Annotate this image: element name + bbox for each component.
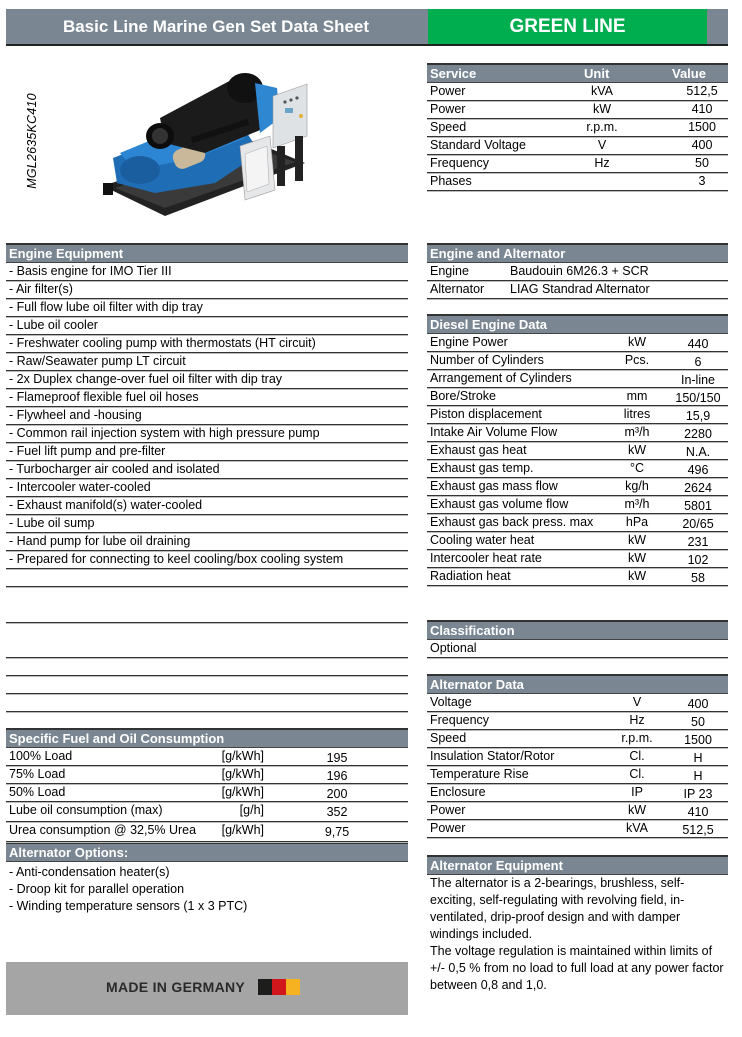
diesel-row-unit: kW [627, 335, 647, 349]
service-title: Service [430, 66, 477, 81]
service-value: 1500 [688, 120, 716, 134]
diesel-row-label: Exhaust gas heat [430, 443, 527, 457]
diesel-engine-section [427, 314, 728, 586]
engine-equipment-header: Engine Equipment [6, 243, 408, 263]
engine-alternator-value: LIAG Standrad Alternator [510, 282, 650, 296]
service-value: 410 [691, 102, 713, 116]
diesel-row [427, 568, 728, 586]
alternator-row [427, 748, 728, 766]
fuel-unit: [g/kWh] [221, 823, 264, 837]
diesel-row-unit: kW [627, 443, 647, 457]
diesel-row [427, 550, 728, 568]
equipment-item-text: - Flameproof flexible fuel oil hoses [9, 390, 199, 404]
equipment-item-text: - Flywheel and -housing [9, 408, 142, 422]
equipment-item-text: - Intercooler water-cooled [9, 480, 151, 494]
alternator-row-value: IP 23 [683, 787, 713, 801]
equipment-item [6, 299, 408, 317]
alternator-row-label: Insulation Stator/Rotor [430, 749, 555, 763]
equipment-item-text: - Lube oil cooler [9, 318, 98, 332]
equipment-item-text: - Freshwater cooling pump with thermostats (HT circuit) [9, 336, 316, 350]
alternator-row-label: Enclosure [430, 785, 486, 799]
engine-alternator-header: Engine and Alternator [427, 243, 728, 263]
alternator-data-header: Alternator Data [427, 674, 728, 694]
service-unit: kVA [591, 84, 613, 98]
fuel-label: 100% Load [9, 749, 73, 763]
service-label: Speed [430, 120, 467, 134]
diesel-row-unit: kg/h [625, 479, 649, 493]
equipment-item-text: - Exhaust manifold(s) water-cooled [9, 498, 203, 512]
diesel-row-label: Intercooler heat rate [430, 551, 542, 565]
classification-value: Optional [430, 641, 477, 655]
flag-red-stripe [272, 979, 286, 995]
diesel-row-value: In-line [680, 373, 716, 387]
fuel-value: 196 [326, 769, 348, 783]
alternator-row-unit: r.p.m. [621, 731, 653, 745]
equipment-item [6, 479, 408, 497]
fuel-consumption-header: Specific Fuel and Oil Consumption [6, 728, 408, 748]
diesel-row-label: Intake Air Volume Flow [430, 425, 558, 439]
model-code-label [22, 86, 42, 201]
diesel-row [427, 532, 728, 550]
diesel-row-value: 20/65 [682, 517, 714, 531]
fuel-unit: [g/h] [239, 803, 264, 817]
engine-equipment-section [6, 243, 408, 730]
blank-row [6, 640, 408, 658]
classification-section [427, 620, 728, 658]
alternator-row-unit: V [632, 695, 642, 709]
diesel-row-value: 150/150 [675, 391, 721, 405]
service-value: 50 [695, 156, 709, 170]
diesel-row-label: Number of Cylinders [430, 353, 544, 367]
alternator-row-value: 50 [691, 715, 705, 729]
engine-alternator-section [427, 243, 728, 299]
service-label: Standard Voltage [430, 138, 526, 152]
diesel-row-value: 496 [687, 463, 709, 477]
equipment-item [6, 407, 408, 425]
equipment-item [6, 497, 408, 515]
alternator-option-item: - Droop kit for parallel operation [9, 882, 185, 896]
alternator-row-value: 410 [687, 805, 709, 819]
equipment-item-text: - Hand pump for lube oil draining [9, 534, 191, 548]
diesel-row-label: Cooling water heat [430, 533, 535, 547]
fuel-row [6, 802, 408, 822]
alternator-equipment-section [427, 855, 728, 994]
equipment-item [6, 317, 408, 335]
alternator-row-value: 1500 [684, 733, 712, 747]
equipment-item-text: - Full flow lube oil filter with dip tray [9, 300, 203, 314]
equipment-item-text: - 2x Duplex change-over fuel oil filter with dip tray [9, 372, 283, 386]
alternator-row-unit: Cl. [629, 749, 645, 763]
equipment-item-text: - Common rail injection system with high pressure pump [9, 426, 320, 440]
classification-row [427, 640, 728, 658]
alternator-row-unit: kVA [626, 821, 648, 835]
fuel-unit: [g/kWh] [221, 767, 264, 781]
blank-row [6, 694, 408, 712]
diesel-row-unit: kW [627, 569, 647, 583]
model-code: MGL2635KC410 [25, 93, 39, 189]
classification-header: Classification [427, 620, 728, 640]
equipment-item [6, 461, 408, 479]
service-label: Power [430, 102, 466, 116]
service-value: 400 [691, 138, 713, 152]
diesel-row [427, 424, 728, 442]
service-unit: kW [592, 102, 612, 116]
fuel-consumption-section [6, 728, 408, 915]
alternator-option-item: - Anti-condensation heater(s) [9, 865, 170, 879]
alternator-row-label: Frequency [430, 713, 490, 727]
service-header [427, 63, 728, 83]
fuel-unit: [g/kWh] [221, 785, 264, 799]
service-unit: Hz [594, 156, 610, 170]
fuel-row [6, 784, 408, 802]
alternator-row [427, 712, 728, 730]
diesel-row [427, 388, 728, 406]
equipment-item [6, 551, 408, 569]
blank-row [6, 569, 408, 587]
fuel-value: 200 [326, 787, 348, 801]
diesel-row-unit: °C [629, 461, 645, 475]
alternator-row-label: Speed [430, 731, 467, 745]
service-value-header: Value [672, 66, 706, 81]
alternator-row-value: 512,5 [682, 823, 714, 837]
diesel-row-label: Radiation heat [430, 569, 511, 583]
service-unit: r.p.m. [586, 120, 618, 134]
alternator-row-unit: Cl. [629, 767, 645, 781]
alternator-options-header: Alternator Options: [6, 842, 408, 862]
service-row [427, 101, 728, 119]
alternator-row-value: 400 [687, 697, 709, 711]
equipment-item [6, 389, 408, 407]
blank-row [6, 605, 408, 623]
equipment-item [6, 371, 408, 389]
service-table [427, 63, 728, 191]
fuel-label: Lube oil consumption (max) [9, 803, 163, 817]
alternator-row [427, 784, 728, 802]
equipment-item [6, 443, 408, 461]
service-row [427, 83, 728, 101]
alternator-row-label: Power [430, 803, 466, 817]
diesel-row-unit: kW [627, 533, 647, 547]
equipment-item [6, 263, 408, 281]
fuel-value: 195 [326, 751, 348, 765]
flag-black-stripe [258, 979, 272, 995]
diesel-row-label: Piston displacement [430, 407, 542, 421]
diesel-row-value: 440 [687, 337, 709, 351]
equipment-item-text: - Turbocharger air cooled and isolated [9, 462, 220, 476]
equipment-item-text: - Fuel lift pump and pre-filter [9, 444, 166, 458]
alternator-option-item: - Winding temperature sensors (1 x 3 PTC) [9, 899, 248, 913]
diesel-row-unit: litres [623, 407, 651, 421]
service-label: Phases [430, 174, 472, 188]
diesel-row [427, 352, 728, 370]
service-value: 3 [698, 174, 706, 188]
diesel-row-unit: m³/h [624, 497, 650, 511]
service-value: 512,5 [686, 84, 718, 98]
diesel-row [427, 442, 728, 460]
diesel-engine-header: Diesel Engine Data [427, 314, 728, 334]
diesel-row-label: Engine Power [430, 335, 508, 349]
diesel-row [427, 334, 728, 352]
diesel-row [427, 406, 728, 424]
alternator-row-value: H [693, 769, 703, 783]
engine-alternator-row [427, 281, 728, 299]
engine-alternator-value: Baudouin 6M26.3 + SCR [510, 264, 649, 278]
alternator-equipment-text-1: The alternator is a 2-bearings, brushless, self-exciting, self-regulating with revolving field, in-ventilated, drip-proof design and with damper windings included. [430, 876, 685, 941]
equipment-item [6, 425, 408, 443]
diesel-row-value: 5801 [684, 499, 712, 513]
made-in-germany-banner [6, 962, 408, 1015]
diesel-row-value: 2624 [684, 481, 712, 495]
equipment-item [6, 281, 408, 299]
engine-alternator-label: Engine [430, 264, 469, 278]
made-in-germany-text: MADE IN GERMANY [106, 979, 246, 995]
diesel-row-label: Exhaust gas back press. max [430, 515, 594, 529]
alternator-row [427, 694, 728, 712]
diesel-row-value: N.A. [685, 445, 711, 459]
blank-row [6, 676, 408, 694]
diesel-row-value: 6 [694, 355, 702, 369]
equipment-item [6, 353, 408, 371]
alternator-row-label: Power [430, 821, 466, 835]
alternator-equipment-header: Alternator Equipment [427, 855, 728, 875]
fuel-unit: [g/kWh] [221, 749, 264, 763]
diesel-row-unit: Pcs. [624, 353, 650, 367]
header-bar [6, 9, 728, 46]
alternator-row-label: Temperature Rise [430, 767, 529, 781]
fuel-value: 9,75 [324, 825, 350, 839]
alternator-row [427, 766, 728, 784]
diesel-row-label: Arrangement of Cylinders [430, 371, 572, 385]
equipment-item [6, 533, 408, 551]
equipment-item-text: - Lube oil sump [9, 516, 95, 530]
alternator-row-value: H [693, 751, 703, 765]
alternator-row-unit: IP [631, 785, 643, 799]
diesel-row-value: 102 [687, 553, 709, 567]
diesel-row-value: 58 [691, 571, 705, 585]
diesel-row [427, 478, 728, 496]
alternator-row-label: Voltage [430, 695, 472, 709]
equipment-item-text: - Prepared for connecting to keel cooling/box cooling system [9, 552, 344, 566]
fuel-row [6, 822, 408, 842]
service-row [427, 173, 728, 191]
alternator-row [427, 820, 728, 838]
service-label: Power [430, 84, 466, 98]
equipment-item-text: - Basis engine for IMO Tier III [9, 264, 172, 278]
diesel-row-label: Exhaust gas volume flow [430, 497, 569, 511]
fuel-row [6, 748, 408, 766]
equipment-item-text: - Air filter(s) [9, 282, 73, 296]
diesel-row-unit: m³/h [624, 425, 650, 439]
service-row [427, 119, 728, 137]
service-unit-header: Unit [584, 66, 610, 81]
equipment-item [6, 335, 408, 353]
fuel-label: 50% Load [9, 785, 66, 799]
alternator-equipment-text-2: The voltage regulation is maintained within limits of +/- 0,5 % from no load to full load at any power factor between 0,8 and 1,0. [430, 944, 724, 992]
alternator-row [427, 730, 728, 748]
fuel-row [6, 766, 408, 784]
service-row [427, 137, 728, 155]
diesel-row [427, 460, 728, 478]
equipment-item [6, 515, 408, 533]
diesel-row-unit: mm [626, 389, 648, 403]
diesel-row-value: 231 [687, 535, 709, 549]
fuel-value: 352 [326, 805, 348, 819]
engine-alternator-row [427, 263, 728, 281]
alternator-data-section [427, 674, 728, 838]
diesel-row-label: Exhaust gas mass flow [430, 479, 558, 493]
fuel-label: 75% Load [9, 767, 66, 781]
service-row [427, 155, 728, 173]
flag-gold-stripe [286, 979, 300, 995]
diesel-row [427, 496, 728, 514]
equipment-item-text: - Raw/Seawater pump LT circuit [9, 354, 186, 368]
diesel-row-unit: kW [627, 551, 647, 565]
diesel-row-label: Bore/Stroke [430, 389, 497, 403]
alternator-row-unit: Hz [629, 713, 645, 727]
product-image [95, 58, 315, 228]
green-line-badge: GREEN LINE [428, 9, 707, 44]
page-title: Basic Line Marine Gen Set Data Sheet [62, 17, 370, 36]
blank-row [6, 658, 408, 676]
genset-illustration [95, 58, 315, 228]
fuel-label: Urea consumption @ 32,5% Urea [9, 823, 197, 837]
diesel-row [427, 514, 728, 532]
service-unit: V [597, 138, 607, 152]
diesel-row-value: 15,9 [685, 409, 711, 423]
engine-alternator-label: Alternator [430, 282, 485, 296]
diesel-row-value: 2280 [684, 427, 712, 441]
diesel-row [427, 370, 728, 388]
diesel-row-unit: hPa [625, 515, 649, 529]
alternator-row [427, 802, 728, 820]
diesel-row-label: Exhaust gas temp. [430, 461, 534, 475]
alternator-row-unit: kW [627, 803, 647, 817]
service-label: Frequency [430, 156, 490, 170]
